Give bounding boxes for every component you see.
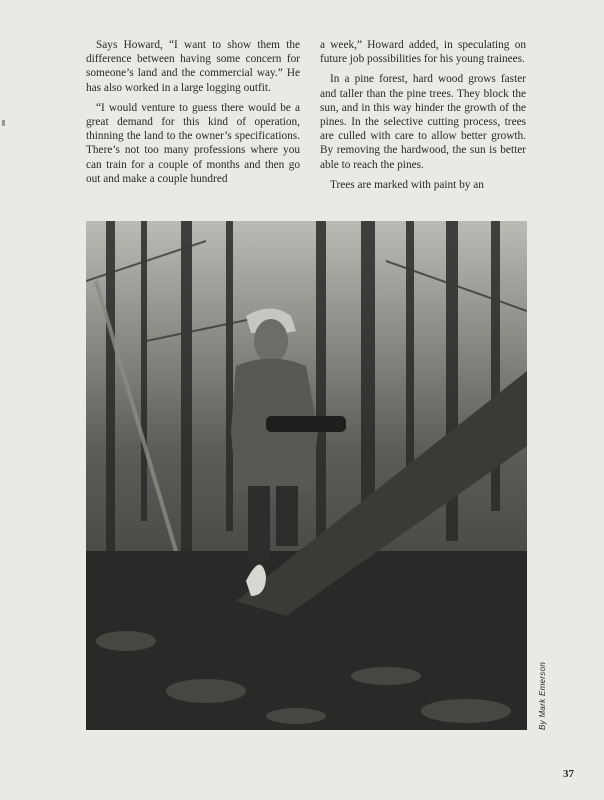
paragraph: Says Howard, “I want to show them the difference between having some concern for someone’s land and the commercial way.” He has also worked in a large logging outfit. [86,39,300,94]
page-edge-mark [2,120,5,126]
paragraph: In a pine forest, hard wood grows faster and taller than the pine trees. They block the sun, and in this way hinder the growth of the pines. In the selective cutting process, trees are culled with care to allow better growth. By removing the hardwood, the sun is better able to reach the pines. [320,73,526,171]
photo-credit: By Mark Emerson [538,661,547,730]
article-column-right [320,38,526,198]
logger-photo [86,221,527,730]
paragraph: a week,” Howard added, in speculating on future job possibilities for his young trainees. [320,39,526,66]
article-column-left [86,38,300,192]
paragraph: Trees are marked with paint by an [330,178,484,191]
paragraph: “I would venture to guess there would be a great demand for this kind of operation, thinning the land to the owner’s specifications. There’s not too many professions where you can train for a couple of months and then go out and make a couple hundred [86,101,300,185]
photo-illustration [86,221,527,730]
page-number: 37 [563,768,574,780]
